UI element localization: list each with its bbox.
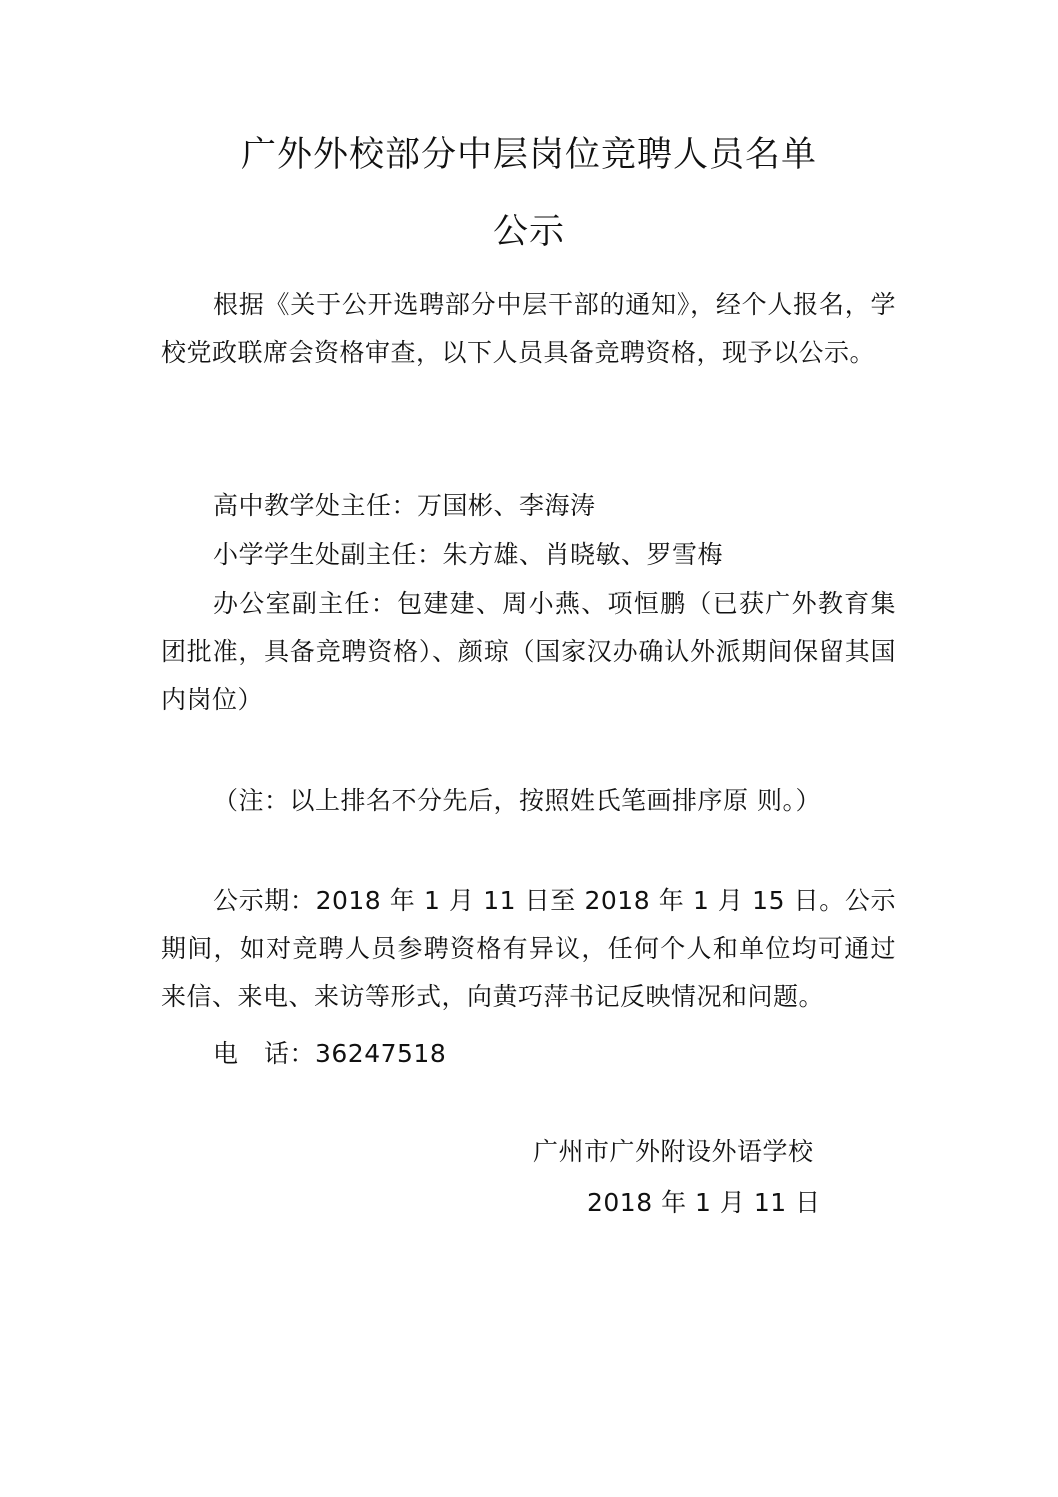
intro-paragraph: 根据《关于公开选聘部分中层干部的通知》，经个人报名，学校党政联席会资格审查，以下人员具备竞聘资格，现予以公示。 xyxy=(161,290,896,367)
position-high-school: 高中教学处主任：万国彬、李海涛 xyxy=(213,491,596,520)
position-primary-student: 小学学生处副主任：朱方雄、肖晓敏、罗雪梅 xyxy=(213,540,724,569)
document-title: 广外外校部分中层岗位竞聘人员名单 xyxy=(240,135,817,175)
contact-phone: 电 话：36247518 xyxy=(213,1039,447,1068)
publicity-period-paragraph: 公示期：2018 年 1 月 11 日至 2018 年 1 月 15 日。公示期间，如对竞聘人员参聘资格有异议，任何个人和单位均可通过来信、来电、来访等形式，向黄巧萍书记反映情况和问题。 xyxy=(161,886,896,1011)
signature-date: 2018 年 1 月 11 日 xyxy=(587,1188,821,1217)
signature-organization: 广州市广外附设外语学校 xyxy=(533,1137,814,1166)
document-subtitle: 公示 xyxy=(492,212,565,252)
ranking-note: （注：以上排名不分先后，按照姓氏笔画排序原 则。） xyxy=(213,786,821,815)
position-office: 办公室副主任：包建建、周小燕、项恒鹏（已获广外教育集团批准，具备竞聘资格）、颜琼（国家汉办确认外派期间保留其国内岗位） xyxy=(161,589,896,714)
